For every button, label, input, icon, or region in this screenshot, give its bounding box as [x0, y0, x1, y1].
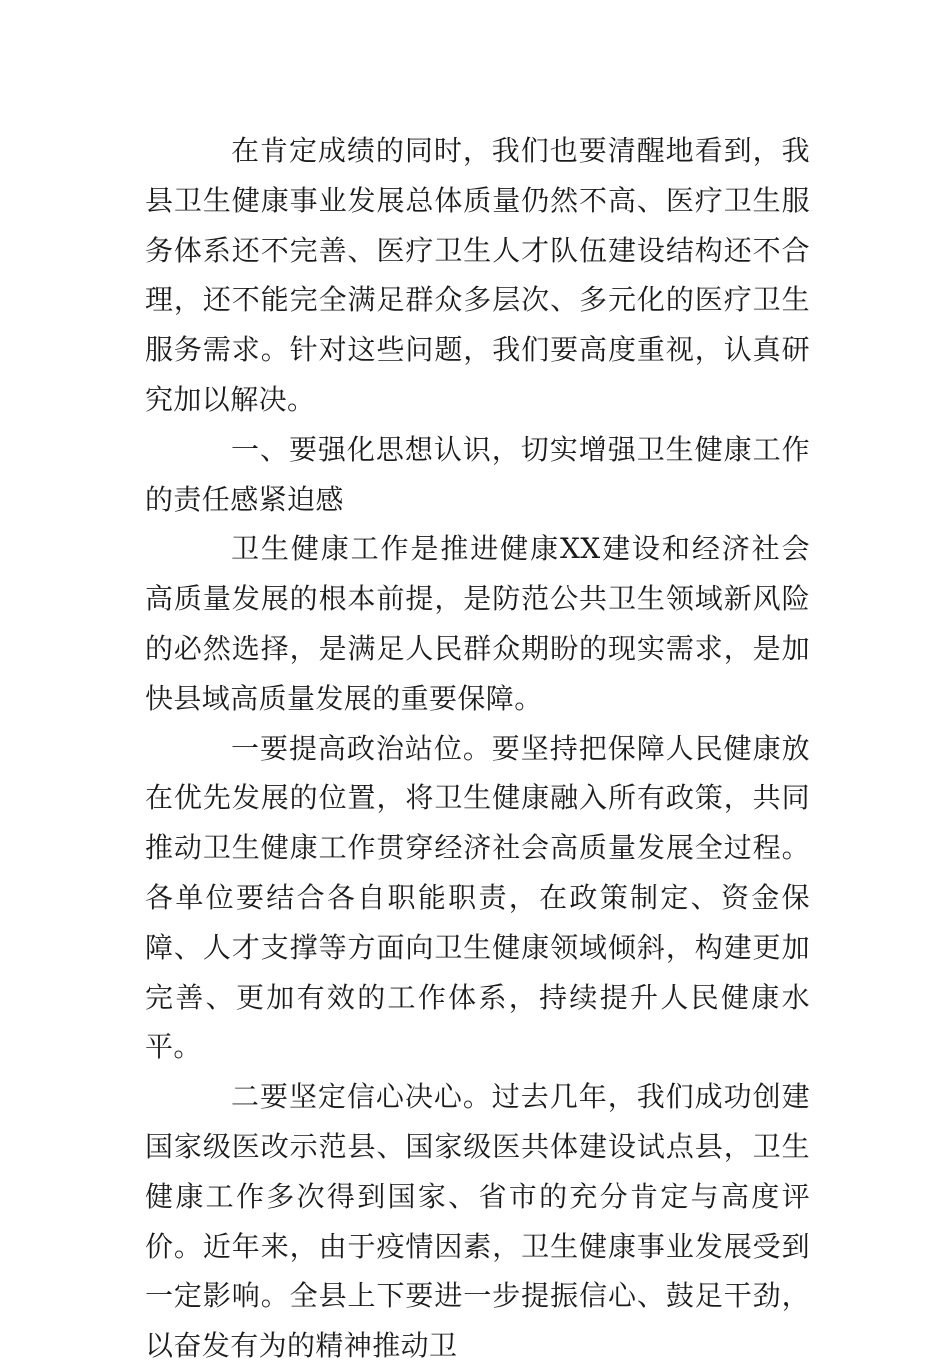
paragraph-health-work-premise: 卫生健康工作是推进健康XX建设和经济社会高质量发展的根本前提，是防范公共卫生领域新风险的必然选择，是满足人民群众期盼的现实需求，是加快县域高质量发展的重要保障。 [145, 532, 810, 715]
section-heading-one: 一、要强化思想认识，切实增强卫生健康工作的责任感紧迫感 [145, 432, 810, 516]
document-body [145, 126, 810, 1371]
paragraph-achievements-problems: 在肯定成绩的同时，我们也要清醒地看到，我县卫生健康事业发展总体质量仍然不高、医疗卫生服务体系还不完善、医疗卫生人才队伍建设结构还不合理，还不能完全满足群众多层次、多元化的医疗卫生服务需求。针对这些问题，我们要高度重视，认真研究加以解决。 [145, 134, 810, 416]
paragraph-political-stance: 一要提高政治站位。要坚持把保障人民健康放在优先发展的位置，将卫生健康融入所有政策，共同推动卫生健康工作贯穿经济社会高质量发展全过程。各单位要结合各自职能职责，在政策制定、资金保障、人才支撑等方面向卫生健康领域倾斜，构建更加完善、更加有效的工作体系，持续提升人民健康水平。 [145, 731, 810, 1064]
paragraph-confidence-resolve: 二要坚定信心决心。过去几年，我们成功创建国家级医改示范县、国家级医共体建设试点县，卫生健康工作多次得到国家、省市的充分肯定与高度评价。近年来，由于疫情因素，卫生健康事业发展受到一定影响。全县上下要进一步提振信心、鼓足干劲，以奋发有为的精神推动卫 [145, 1080, 810, 1363]
